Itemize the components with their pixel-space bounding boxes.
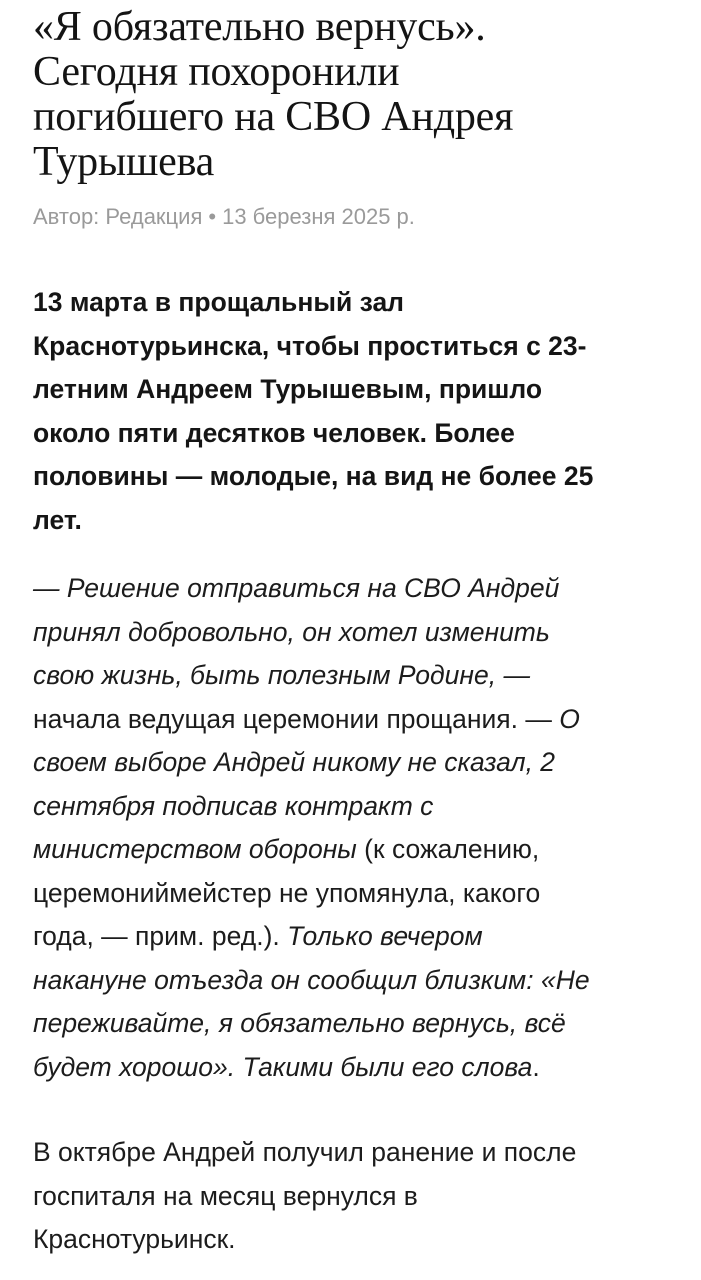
paragraph-line: сентября подписав контракт с	[33, 790, 434, 821]
article-lead	[33, 281, 673, 542]
publish-date: 13 березня 2025 р.	[222, 204, 415, 229]
paragraph-line	[33, 698, 673, 742]
title-line: погибшего на СВО Андрея	[33, 94, 514, 140]
paragraph-line	[33, 828, 673, 872]
paragraph-line: принял добровольно, он хотел изменить	[33, 616, 550, 647]
paragraph-line	[33, 1046, 673, 1090]
paragraph-text: года, — прим. ред.).	[33, 921, 288, 951]
lead-line: половины — молодые, на вид не более 25	[33, 461, 594, 491]
lead-line: около пяти десятков человек. Более	[33, 417, 515, 448]
lead-line: Краснотурьинска, чтобы проститься с 23-	[33, 330, 587, 361]
meta-separator: •	[208, 204, 217, 229]
paragraph-line: свою жизнь, быть полезным Родине, —	[33, 660, 530, 690]
paragraph-line	[33, 915, 673, 959]
paragraph-line: — Решение отправиться на СВО Андрей	[33, 573, 560, 603]
lead-line: летним Андреем Турышевым, пришло	[33, 374, 543, 404]
paragraph-line: госпиталя на месяц вернулся в	[33, 1180, 418, 1211]
paragraph-line: переживайте, я обязательно вернусь, всё	[33, 1008, 566, 1038]
paragraph-line: В октябре Андрей получил ранение и после	[33, 1137, 577, 1167]
paragraph-line: своем выборе Андрей никому не сказал, 2	[33, 747, 556, 777]
lead-line: 13 марта в прощальный зал	[33, 287, 405, 317]
paragraph-line: Краснотурьинск.	[33, 1224, 236, 1254]
title-line: Сегодня похоронили	[33, 49, 400, 95]
article-title	[33, 5, 673, 185]
paragraph-text: (к сожалению,	[356, 834, 540, 864]
paragraph-text-italic: будет хорошо». Такими были его слова	[33, 1051, 533, 1082]
paragraph-line: церемониймейстер не упомянула, какого	[33, 877, 541, 908]
article	[33, 0, 673, 1262]
title-line: «Я обязательно вернусь».	[33, 4, 486, 50]
article-paragraph	[33, 1131, 673, 1262]
paragraph-line: накануне отъезда он сообщил близким: «Не	[33, 964, 590, 995]
paragraph-text-italic: О	[559, 703, 580, 734]
paragraph-text-italic: министерством обороны	[33, 834, 357, 864]
paragraph-text-italic: Только вечером	[287, 921, 483, 951]
paragraph-text: начала ведущая церемонии прощания. —	[33, 703, 560, 734]
lead-line: лет.	[33, 504, 82, 535]
article-paragraph-quote	[33, 567, 673, 1089]
paragraph-text: .	[532, 1051, 540, 1082]
title-line: Турышева	[33, 139, 215, 185]
article-meta	[33, 204, 673, 230]
author-link[interactable]: Автор: Редакция	[33, 204, 203, 229]
